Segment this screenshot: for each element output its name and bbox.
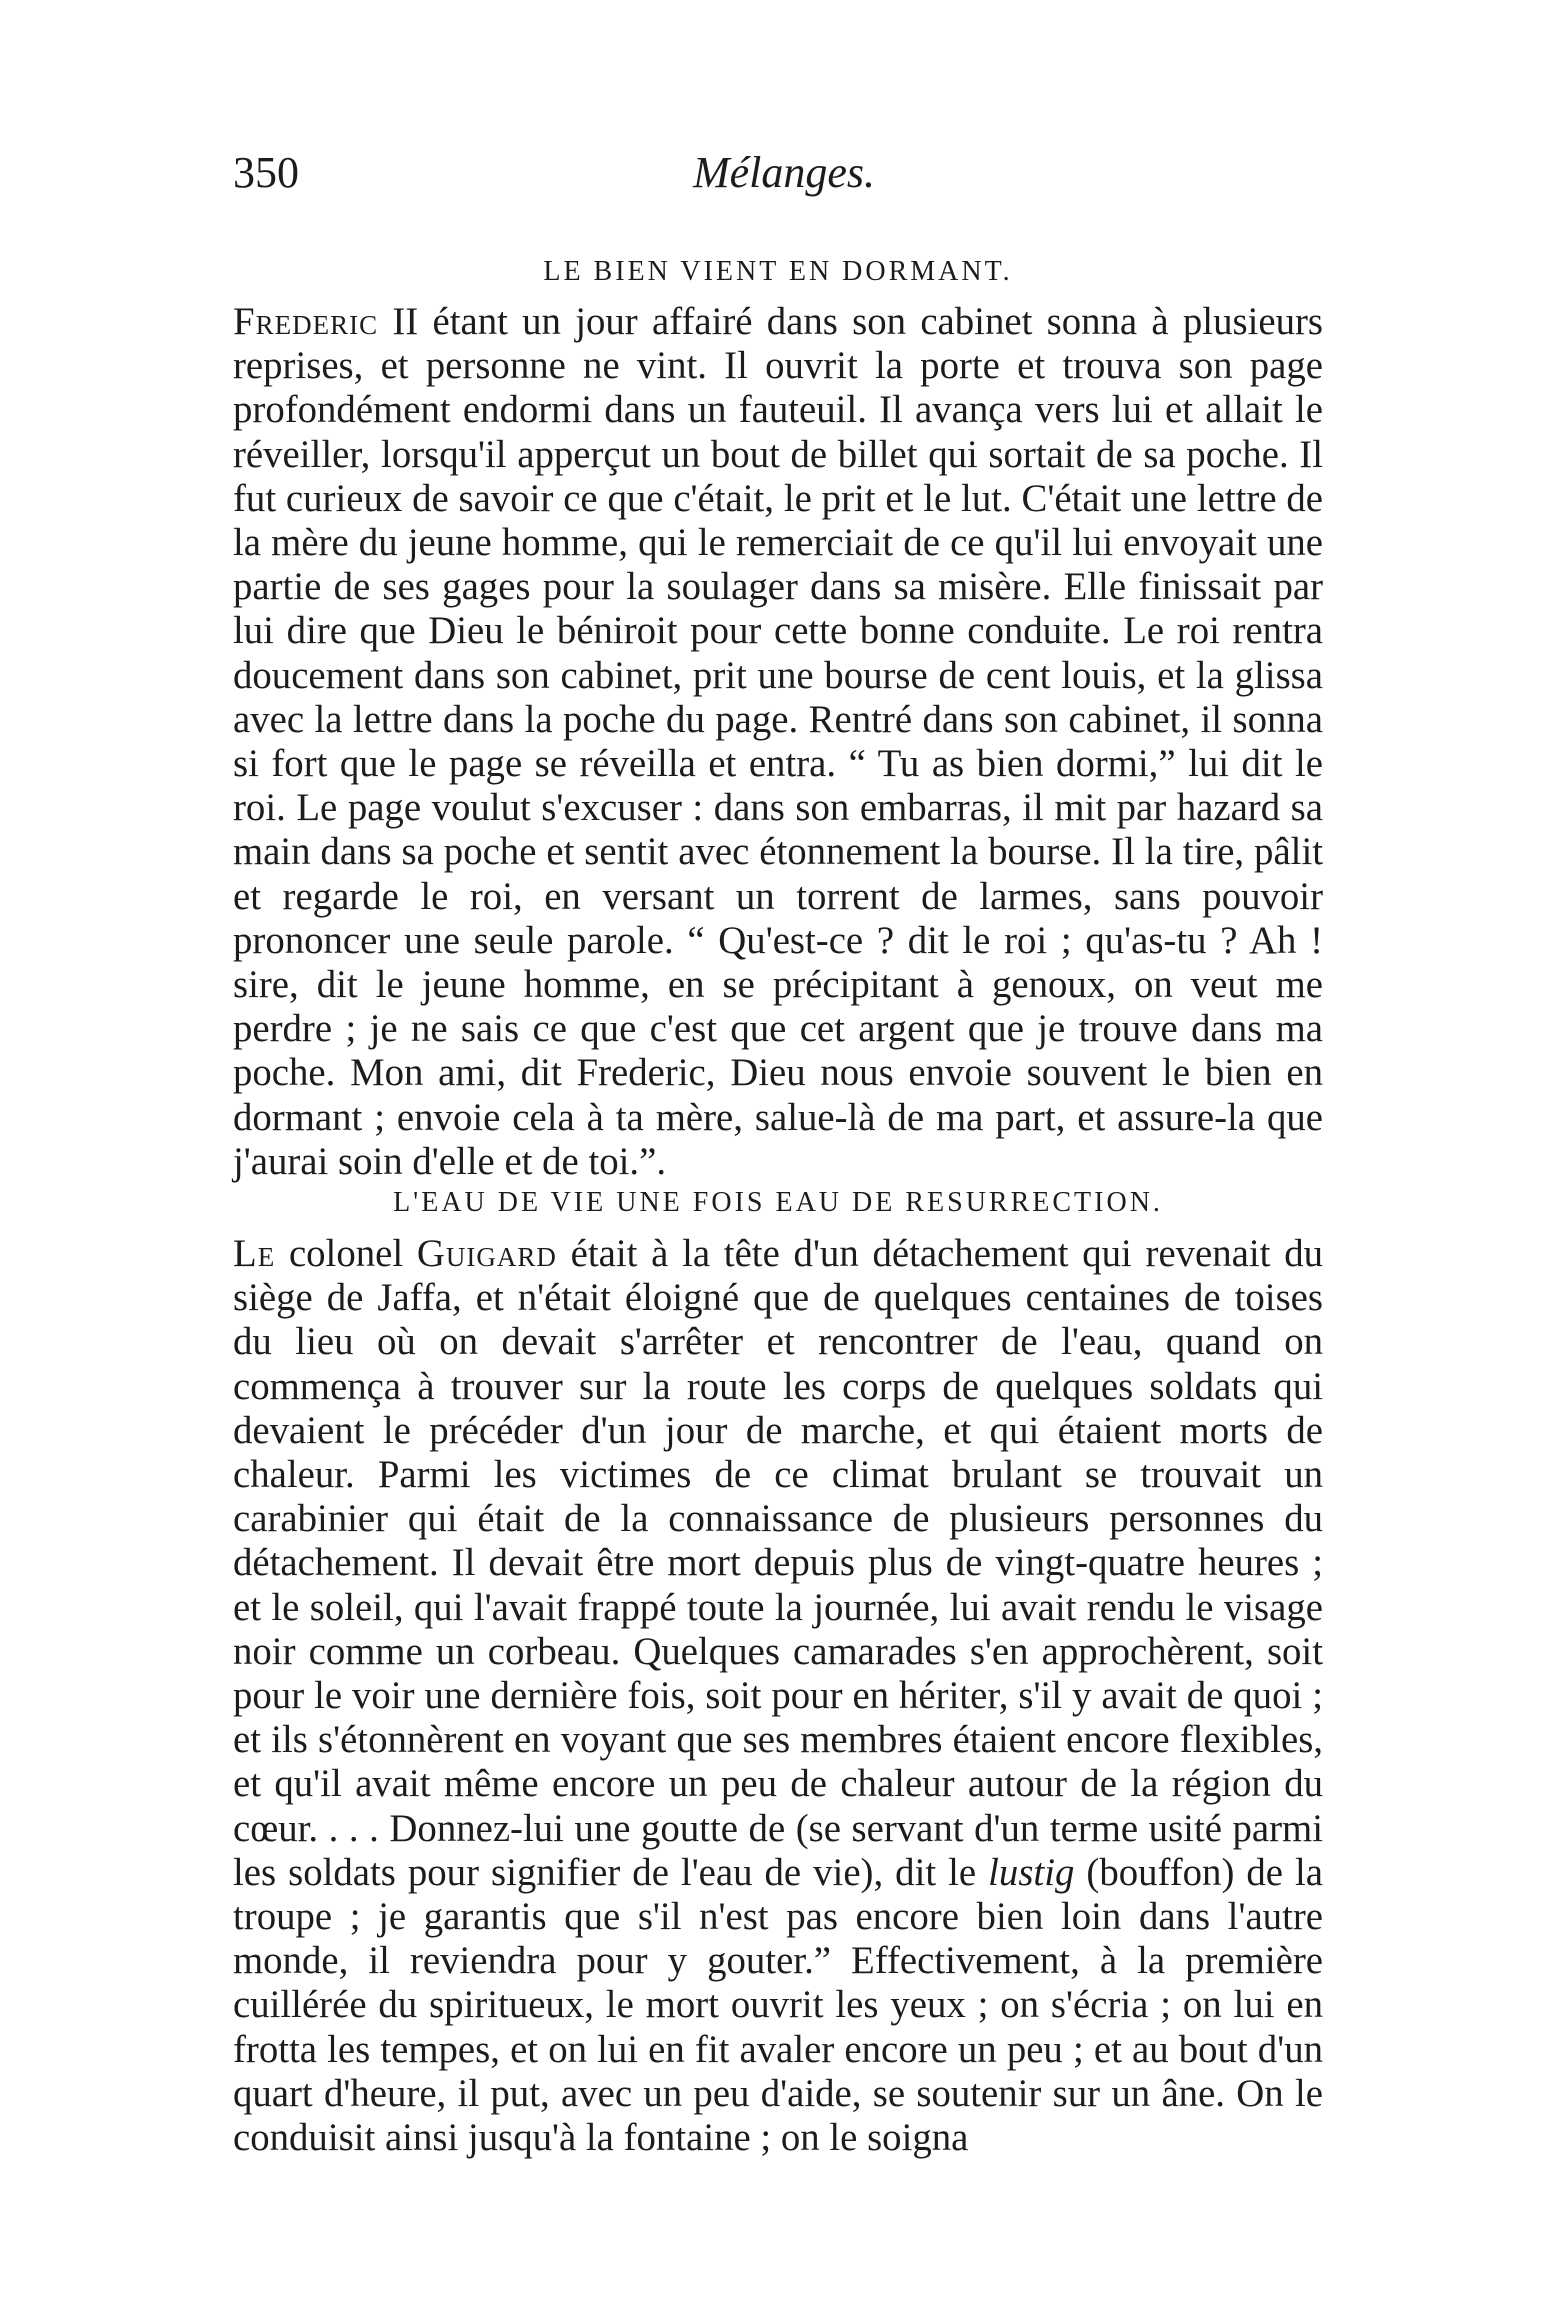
running-title: Mélanges. <box>693 148 876 197</box>
paragraph-text: II étant un jour affairé dans son cabinet sonna à plusieurs reprises, et personne ne vint. Il ouvrit la porte et trouva son page profondément endormi dans un fauteuil. Il avança vers lui et allait le réveiller, lorsqu'il apperçut un bout de billet qui sortait de sa poche. Il fut curieux de savoir ce que c'était, le prit et le lut. C'était une lettre de la mère du jeune homme, qui le remerciait de ce qu'il lui envoyait une partie de ses gages pour la soulager dans sa misère. Elle finissait par lui dire que Dieu le béniroit pour cette bonne conduite. Le roi rentra doucement dans son cabinet, prit une bourse de cent louis, et la glissa avec la lettre dans la poche du page. Rentré dans son cabinet, il sonna si fort que le page se réveilla et entra. “ Tu as bien dormi,” lui dit le roi. Le page voulut s'excuser : dans son embarras, il mit par hazard sa main dans sa poche et sentit avec étonnement la bourse. Il la tire, pâlit et regarde le roi, en versant un torrent de larmes, sans pouvoir prononcer une seule parole. “ Qu'est-ce ? dit le roi ; qu'as-tu ? Ah ! sire, dit le jeune homme, en se précipitant à genoux, on veut me perdre ; je ne sais ce que c'est que cet argent que je trouve dans ma poche. Mon ami, dit Frederic, Dieu nous envoie souvent le bien en dormant ; envoie cela à ta mère, salue-là de ma part, et assure-la que j'aurai soin d'elle et de toi.”. <box>233 300 1323 1183</box>
paragraph-text-end: (bouffon) de la troupe ; je garantis que s'il n'est pas encore bien loin dans l'autre monde, il reviendra pour y gouter.” Effectivement, à la première cuillérée du spiritueux, le mort ouvrit les yeux ; on s'écria ; on lui en frotta les tempes, et on lui en fit avaler encore un peu ; et au bout d'un quart d'heure, il put, avec un peu d'aide, se soutenir sur un âne. On le conduisit ainsi jusqu'à la fontaine ; on le soigna <box>233 1850 1324 2160</box>
story-title-eau-de-vie: L'EAU DE VIE UNE FOIS EAU DE RESURRECTION. <box>393 1187 1163 1218</box>
paragraph-lead-word: Frederic <box>233 300 379 343</box>
story-title-le-bien-vient-en-dormant: LE BIEN VIENT EN DORMANT. <box>543 256 1013 287</box>
paragraph-text-start: colonel <box>288 1232 404 1275</box>
paragraph-text-middle: était à la tête d'un détachement qui revenait du siège de Jaffa, et n'était éloigné que de quelques centaines de toises du lieu où on devait s'arrêter et rencontrer de l'eau, quand on commença à trouver sur la route les corps de quelques soldats qui devaient le précéder d'un jour de marche, et qui étaient morts de chaleur. Parmi les victimes de ce climat brulant se trouvait un carabinier qui était de la connaissance de plusieurs personnes du détachement. Il devait être mort depuis plus de vingt-quatre heures ; et le soleil, qui l'avait frappé toute la journée, lui avait rendu le visage noir comme un corbeau. Quelques camarades s'en approchèrent, soit pour le voir une dernière fois, soit pour en hériter, s'il y avait de quoi ; et ils s'étonnèrent en voyant que ses membres étaient encore flexibles, et qu'il avait même encore un peu de chaleur autour de la région du cœur. . . . Donnez-lui une goutte de (se servant d'un terme usité parmi les soldats pour signifier de l'eau de vie), dit le <box>233 1232 1323 1894</box>
italic-word-lustig: lustig <box>988 1850 1075 1894</box>
person-name-guigard: Guigard <box>416 1232 557 1275</box>
paragraph-lead-word: Le <box>233 1232 276 1275</box>
page-number: 350 <box>233 148 299 197</box>
story-paragraph-frederic <box>233 300 1323 1184</box>
story-paragraph-guigard <box>233 1232 1323 2160</box>
page-header <box>233 148 1323 208</box>
